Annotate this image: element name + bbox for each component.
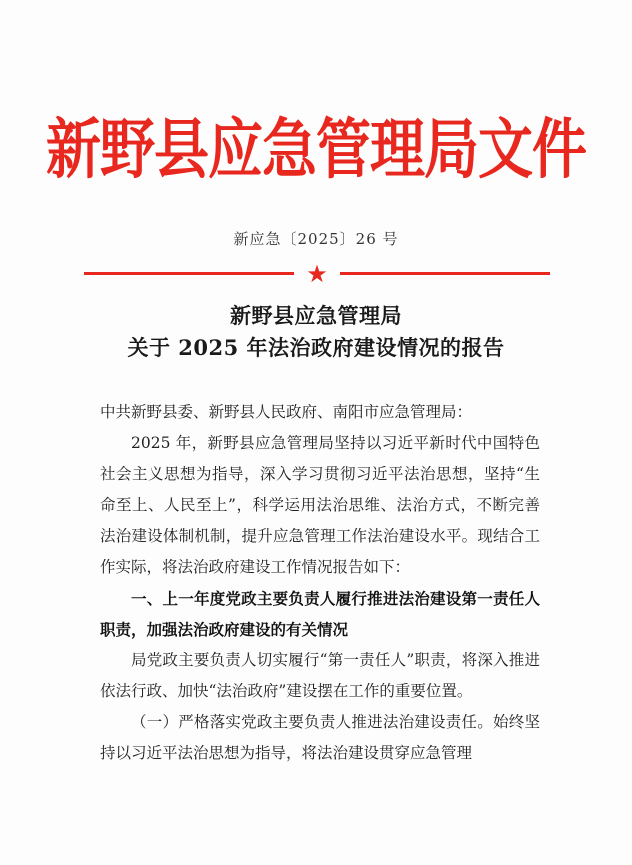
report-title-line2: 关于 2025 年法治政府建设情况的报告 <box>127 335 505 360</box>
recipients-line: 中共新野县委、新野县人民政府、南阳市应急管理局： <box>100 403 473 421</box>
paragraph-3: （一）严格落实党政主要负责人推进法治建设责任。始终坚持以习近平法治思想为指导，将法治建设贯穿应急管理 <box>100 713 540 762</box>
document-number: 新应急〔2025〕26 号 <box>233 230 399 248</box>
red-separator <box>84 262 550 286</box>
paragraph-2: 局党政主要负责人切实履行“第一责任人”职责，将深入推进依法行政、加快“法治政府”建设摆在工作的重要位置。 <box>100 651 540 700</box>
report-title-line1: 新野县应急管理局 <box>230 303 402 328</box>
intro-paragraph: 2025 年，新野县应急管理局坚持以习近平新时代中国特色社会主义思想为指导，深入学习贯彻习近平法治思想，坚持“生命至上、人民至上”，科学运用法治思维、法治方式，不断完善法治建设体制机制，提升应急管理工作法治建设水平。现结合工作实际，将法治政府建设工作情况报告如下： <box>100 434 540 576</box>
separator-line-left <box>84 272 294 275</box>
separator-line-right <box>340 272 550 275</box>
section-heading-1: 一、上一年度党政主要负责人履行推进法治建设第一责任人职责，加强法治政府建设的有关情况 <box>100 589 540 639</box>
report-body <box>100 397 540 769</box>
star-icon: ★ <box>306 260 328 288</box>
agency-red-header: 新野县应急管理局文件 <box>45 110 586 188</box>
